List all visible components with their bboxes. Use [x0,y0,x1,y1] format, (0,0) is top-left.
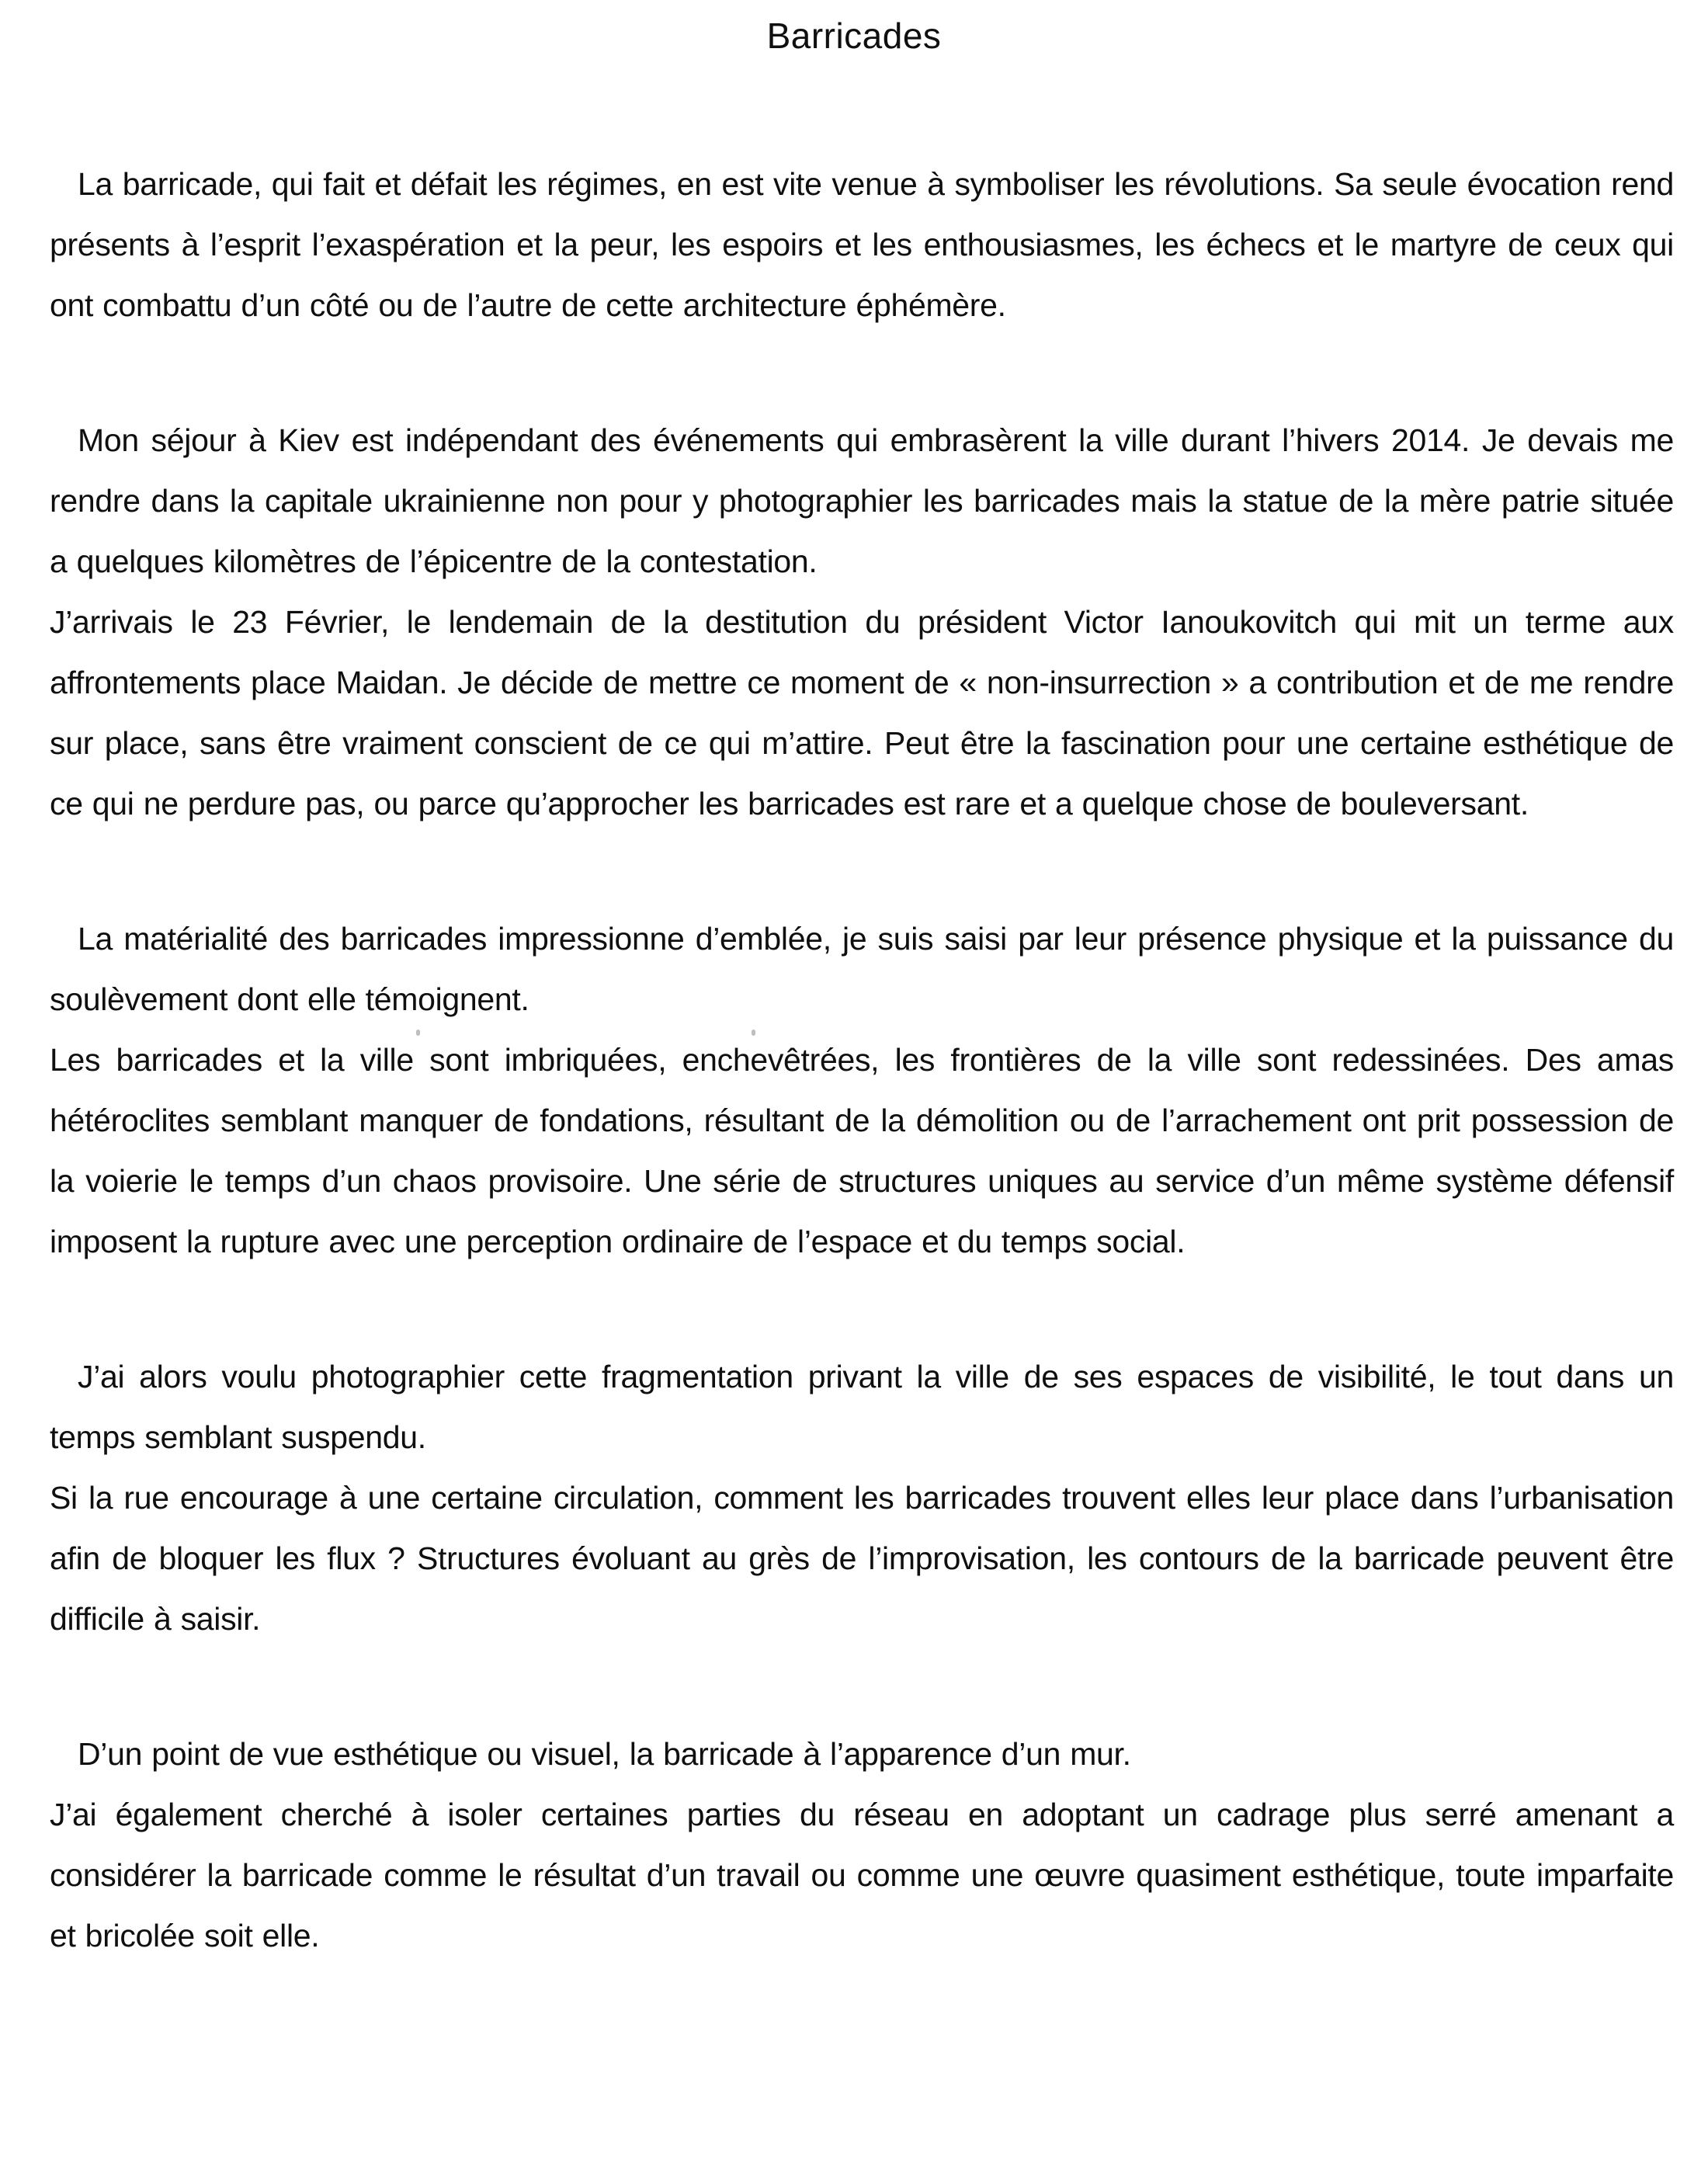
paragraph: La barricade, qui fait et défait les régimes, en est vite venue à symboliser les révolutions. Sa seule évocation rend présents à l’esprit l’exaspération et la peur, les espoirs et les enthousiasmes, les échecs et le martyre de ceux qui ont combattu d’un côté ou de l’autre de cette architecture éphémère. [50,166,1674,323]
paragraph: Mon séjour à Kiev est indépendant des événements qui embrasèrent la ville durant l’hivers 2014. Je devais me rendre dans la capitale ukrainienne non pour y photographier les barricades mais la statue de la mère patrie située a quelques kilomètres de l’épicentre de la contestation. [50,422,1674,579]
document-title: Barricades [766,16,942,56]
text-column [50,154,1674,1966]
paragraph-block [50,154,1674,335]
paragraph: Les barricades et la ville sont imbriquées, enchevêtrées, les frontières de la ville sont redessinées. Des amas hétéroclites semblant manquer de fondations, résultant de la démolition ou de l’arrachement ont prit possession de la voierie le temps d’un chaos provisoire. Une série de structures uniques au service d’un même système défensif imposent la rupture avec une perception ordinaire de l’espace et du temps social. [50,1042,1674,1259]
paragraph: La matérialité des barricades impressionne d’emblée, je suis saisi par leur présence physique et la puissance du soulèvement dont elle témoignent. [50,921,1674,1017]
paragraph-block [50,1346,1674,1649]
paragraph: D’un point de vue esthétique ou visuel, la barricade à l’apparence d’un mur. [78,1736,1131,1772]
paragraph: Si la rue encourage à une certaine circulation, comment les barricades trouvent elles leur place dans l’urbanisation afin de bloquer les flux ? Structures évoluant au grès de l’improvisation, les contours de la barricade peuvent être difficile à saisir. [50,1480,1674,1637]
paragraph-block [50,908,1674,1272]
stray-mark [752,1030,755,1036]
paragraph: J’arrivais le 23 Février, le lendemain de la destitution du président Victor Ianoukovitch qui mit un terme aux affrontements place Maidan. Je décide de mettre ce moment de « non-insurrection » a contribution et de me rendre sur place, sans être vraiment conscient de ce qui m’attire. Peut être la fascination pour une certaine esthétique de ce qui ne perdure pas, ou parce qu’approcher les barricades est rare et a quelque chose de bouleversant. [50,604,1674,821]
stray-mark [416,1030,420,1036]
paragraph-block [50,410,1674,834]
paragraph: J’ai alors voulu photographier cette fragmentation privant la ville de ses espaces de visibilité, le tout dans un temps semblant suspendu. [50,1359,1674,1455]
paragraph-block [50,1724,1674,1966]
paragraph: J’ai également cherché à isoler certaines parties du réseau en adoptant un cadrage plus serré amenant a considérer la barricade comme le résultat d’un travail ou comme une œuvre quasiment esthétique, toute imparfaite et bricolée soit elle. [50,1797,1674,1953]
